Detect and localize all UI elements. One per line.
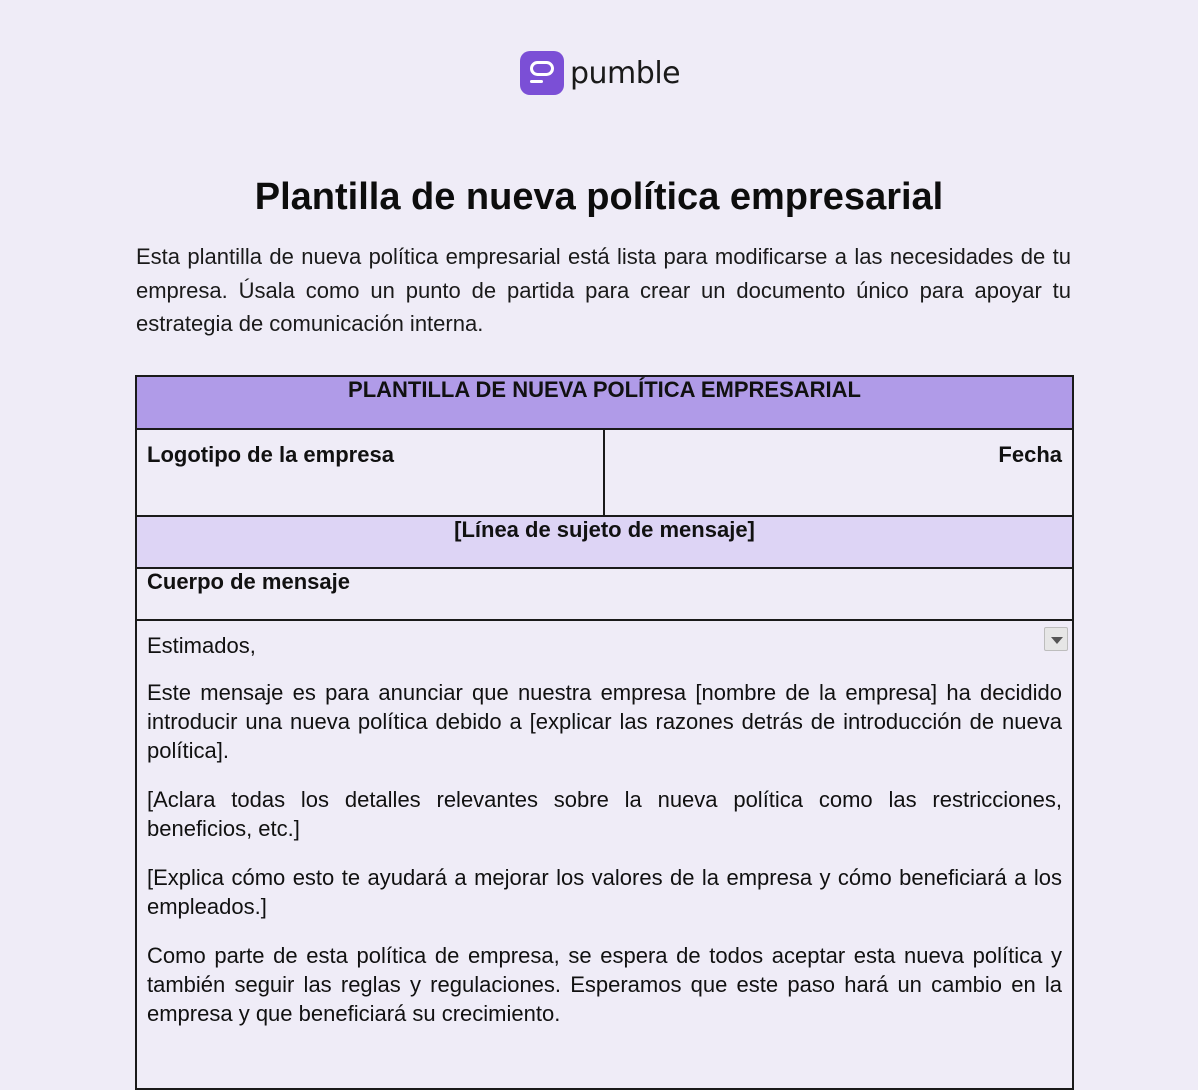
policy-template-table bbox=[135, 375, 1074, 1090]
body-row bbox=[136, 620, 1073, 1089]
body-paragraph-3: [Explica cómo esto te ayudará a mejorar los valores de la empresa y cómo beneficiará a los empleados.] bbox=[147, 865, 1062, 919]
body-label-cell: Cuerpo de mensaje bbox=[136, 568, 1073, 620]
body-paragraph-1: Este mensaje es para anunciar que nuestra empresa [nombre de la empresa] ha decidido introducir una nueva política debido a [explicar las razones detrás de introducción de nueva política]. bbox=[147, 680, 1062, 763]
message-body-cell[interactable] bbox=[136, 620, 1073, 1089]
table-header: PLANTILLA DE NUEVA POLÍTICA EMPRESARIAL bbox=[136, 376, 1073, 429]
body-label-row bbox=[136, 568, 1073, 620]
subject-line-cell[interactable]: [Línea de sujeto de mensaje] bbox=[136, 516, 1073, 568]
intro-paragraph: Esta plantilla de nueva política empresarial está lista para modificarse a las necesidades de tu empresa. Úsala como un punto de partida para crear un documento único para apoyar tu estrategia de comunicación interna. bbox=[136, 244, 1071, 336]
greeting-text: Estimados, bbox=[147, 633, 256, 658]
subject-row bbox=[136, 516, 1073, 568]
company-logo-cell[interactable]: Logotipo de la empresa bbox=[136, 429, 604, 516]
pumble-logo bbox=[520, 51, 680, 95]
page-title: Plantilla de nueva política empresarial bbox=[254, 176, 944, 218]
brand-name: pumble bbox=[570, 55, 681, 91]
body-paragraph-4: Como parte de esta política de empresa, se espera de todos aceptar esta nueva política y también seguir las reglas y regulaciones. Esperamos que este paso hará un cambio en la empresa y que beneficiará su crecimiento. bbox=[147, 943, 1062, 1026]
chevron-down-icon[interactable] bbox=[1044, 627, 1068, 651]
table-header-row bbox=[136, 376, 1073, 429]
logo-date-row bbox=[136, 429, 1073, 516]
pumble-logo-icon bbox=[520, 51, 564, 95]
date-cell[interactable]: Fecha bbox=[604, 429, 1073, 516]
body-paragraph-2: [Aclara todas los detalles relevantes sobre la nueva política como las restricciones, beneficios, etc.] bbox=[147, 787, 1062, 841]
